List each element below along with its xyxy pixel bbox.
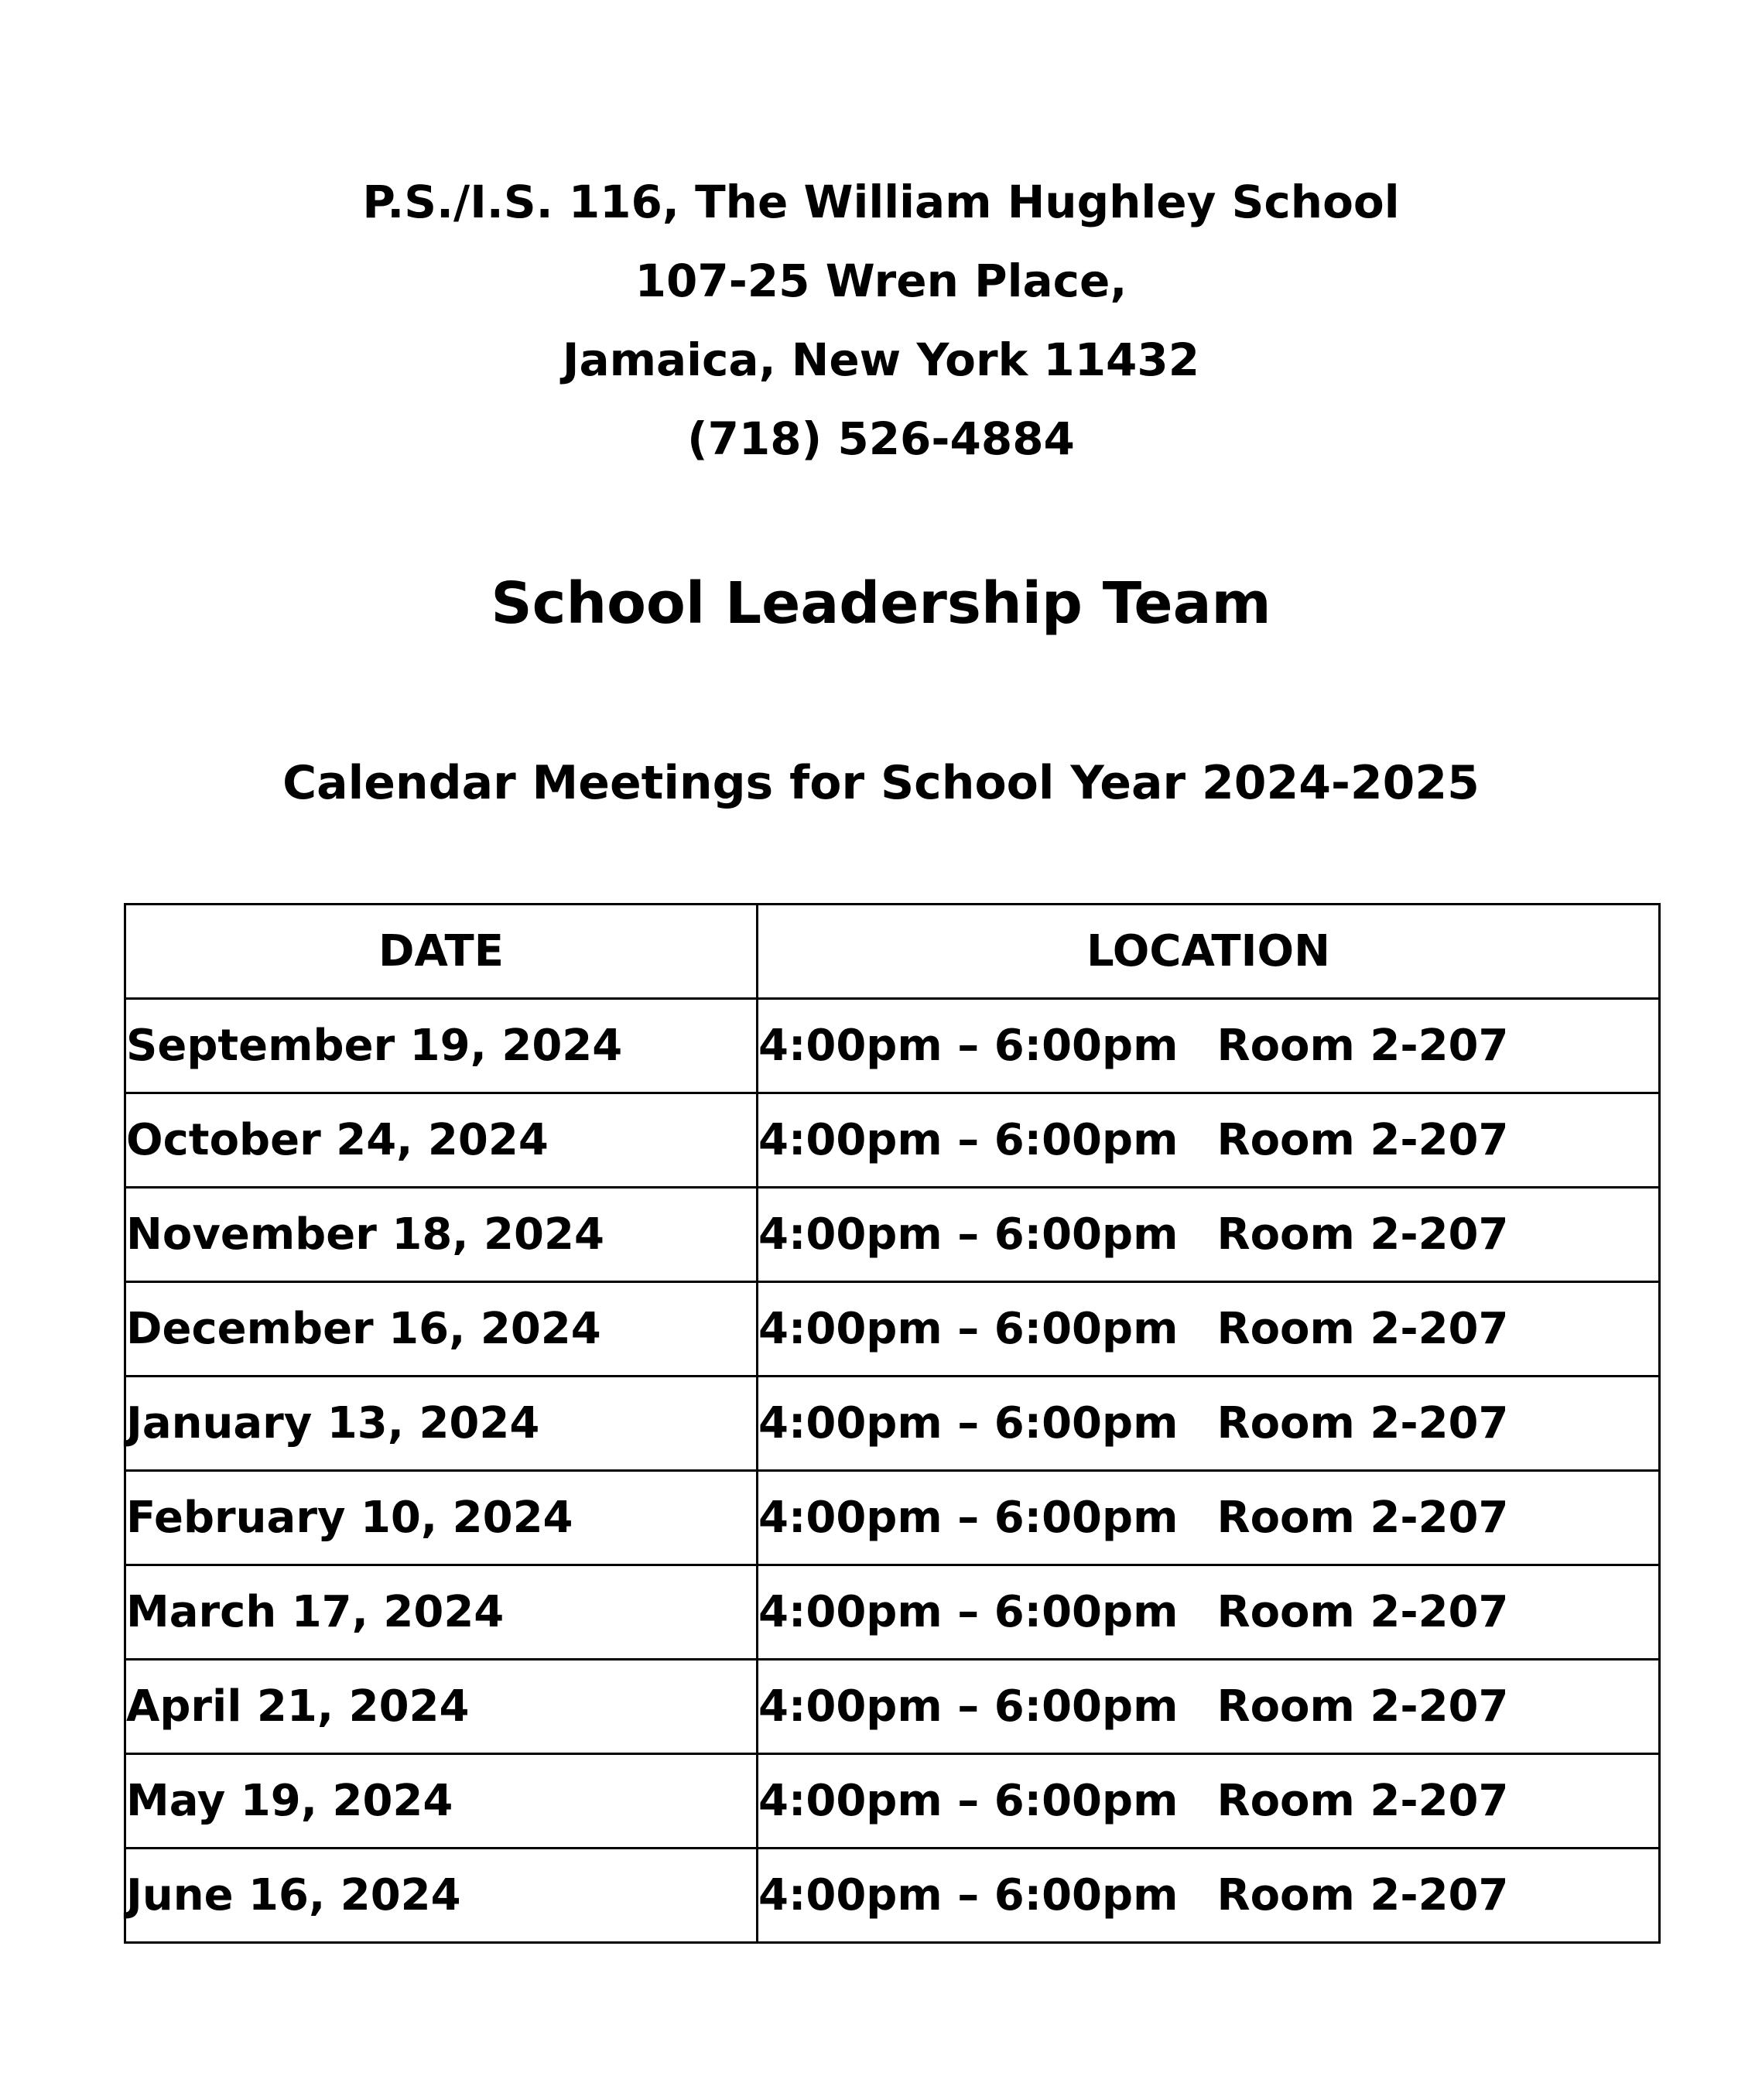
meeting-date: November 18, 2024 [125, 1188, 758, 1282]
school-address-block [0, 162, 1762, 478]
meeting-time: 4:00pm – 6:00pm [758, 1681, 1179, 1732]
meeting-time: 4:00pm – 6:00pm [758, 1209, 1179, 1260]
table-row [125, 1377, 1660, 1471]
school-phone: (718) 526-4884 [687, 412, 1075, 465]
table-row [125, 1188, 1660, 1282]
meeting-time: 4:00pm – 6:00pm [758, 1021, 1179, 1071]
table-row [125, 1093, 1660, 1188]
meeting-room: Room 2-207 [1216, 1587, 1509, 1637]
meeting-time: 4:00pm – 6:00pm [758, 1870, 1179, 1920]
meeting-time: 4:00pm – 6:00pm [758, 1304, 1179, 1354]
meeting-date: January 13, 2024 [125, 1377, 758, 1471]
meeting-date: October 24, 2024 [125, 1093, 758, 1188]
meeting-date: May 19, 2024 [125, 1754, 758, 1849]
meeting-location [758, 1660, 1660, 1754]
meeting-location [758, 1282, 1660, 1377]
meeting-location [758, 999, 1660, 1093]
table-row [125, 1754, 1660, 1849]
meeting-time: 4:00pm – 6:00pm [758, 1115, 1179, 1165]
meeting-time: 4:00pm – 6:00pm [758, 1398, 1179, 1448]
meeting-date: December 16, 2024 [125, 1282, 758, 1377]
school-city: Jamaica, New York 11432 [562, 333, 1200, 386]
table-row [125, 1660, 1660, 1754]
meeting-date: February 10, 2024 [125, 1471, 758, 1565]
table-row [125, 1565, 1660, 1660]
meeting-room: Room 2-207 [1216, 1398, 1509, 1448]
school-street: 107-25 Wren Place, [635, 255, 1127, 307]
table-header-row [125, 905, 1660, 999]
meeting-location [758, 1565, 1660, 1660]
meeting-room: Room 2-207 [1216, 1209, 1509, 1260]
meeting-location [758, 1377, 1660, 1471]
meeting-room: Room 2-207 [1216, 1681, 1509, 1732]
meeting-location [758, 1188, 1660, 1282]
meeting-location [758, 1849, 1660, 1943]
meeting-location [758, 1471, 1660, 1565]
meeting-location [758, 1093, 1660, 1188]
meeting-schedule-table [124, 903, 1661, 1944]
meeting-date: September 19, 2024 [125, 999, 758, 1093]
column-header-date: DATE [125, 905, 758, 999]
meeting-room: Room 2-207 [1216, 1493, 1509, 1543]
table-row [125, 999, 1660, 1093]
table-row [125, 1282, 1660, 1377]
page-title: School Leadership Team [491, 570, 1271, 637]
meeting-time: 4:00pm – 6:00pm [758, 1493, 1179, 1543]
meeting-room: Room 2-207 [1216, 1776, 1509, 1826]
column-header-location: LOCATION [758, 905, 1660, 999]
meeting-time: 4:00pm – 6:00pm [758, 1776, 1179, 1826]
meeting-room: Room 2-207 [1216, 1115, 1509, 1165]
meeting-location [758, 1754, 1660, 1849]
table-row [125, 1471, 1660, 1565]
school-name: P.S./I.S. 116, The William Hughley School [362, 176, 1400, 228]
table-row [125, 1849, 1660, 1943]
meeting-date: April 21, 2024 [125, 1660, 758, 1754]
meeting-date: March 17, 2024 [125, 1565, 758, 1660]
meeting-time: 4:00pm – 6:00pm [758, 1587, 1179, 1637]
meeting-date: June 16, 2024 [125, 1849, 758, 1943]
meeting-room: Room 2-207 [1216, 1870, 1509, 1920]
meeting-room: Room 2-207 [1216, 1304, 1509, 1354]
meeting-room: Room 2-207 [1216, 1021, 1509, 1071]
calendar-subtitle: Calendar Meetings for School Year 2024-2025 [282, 756, 1480, 810]
